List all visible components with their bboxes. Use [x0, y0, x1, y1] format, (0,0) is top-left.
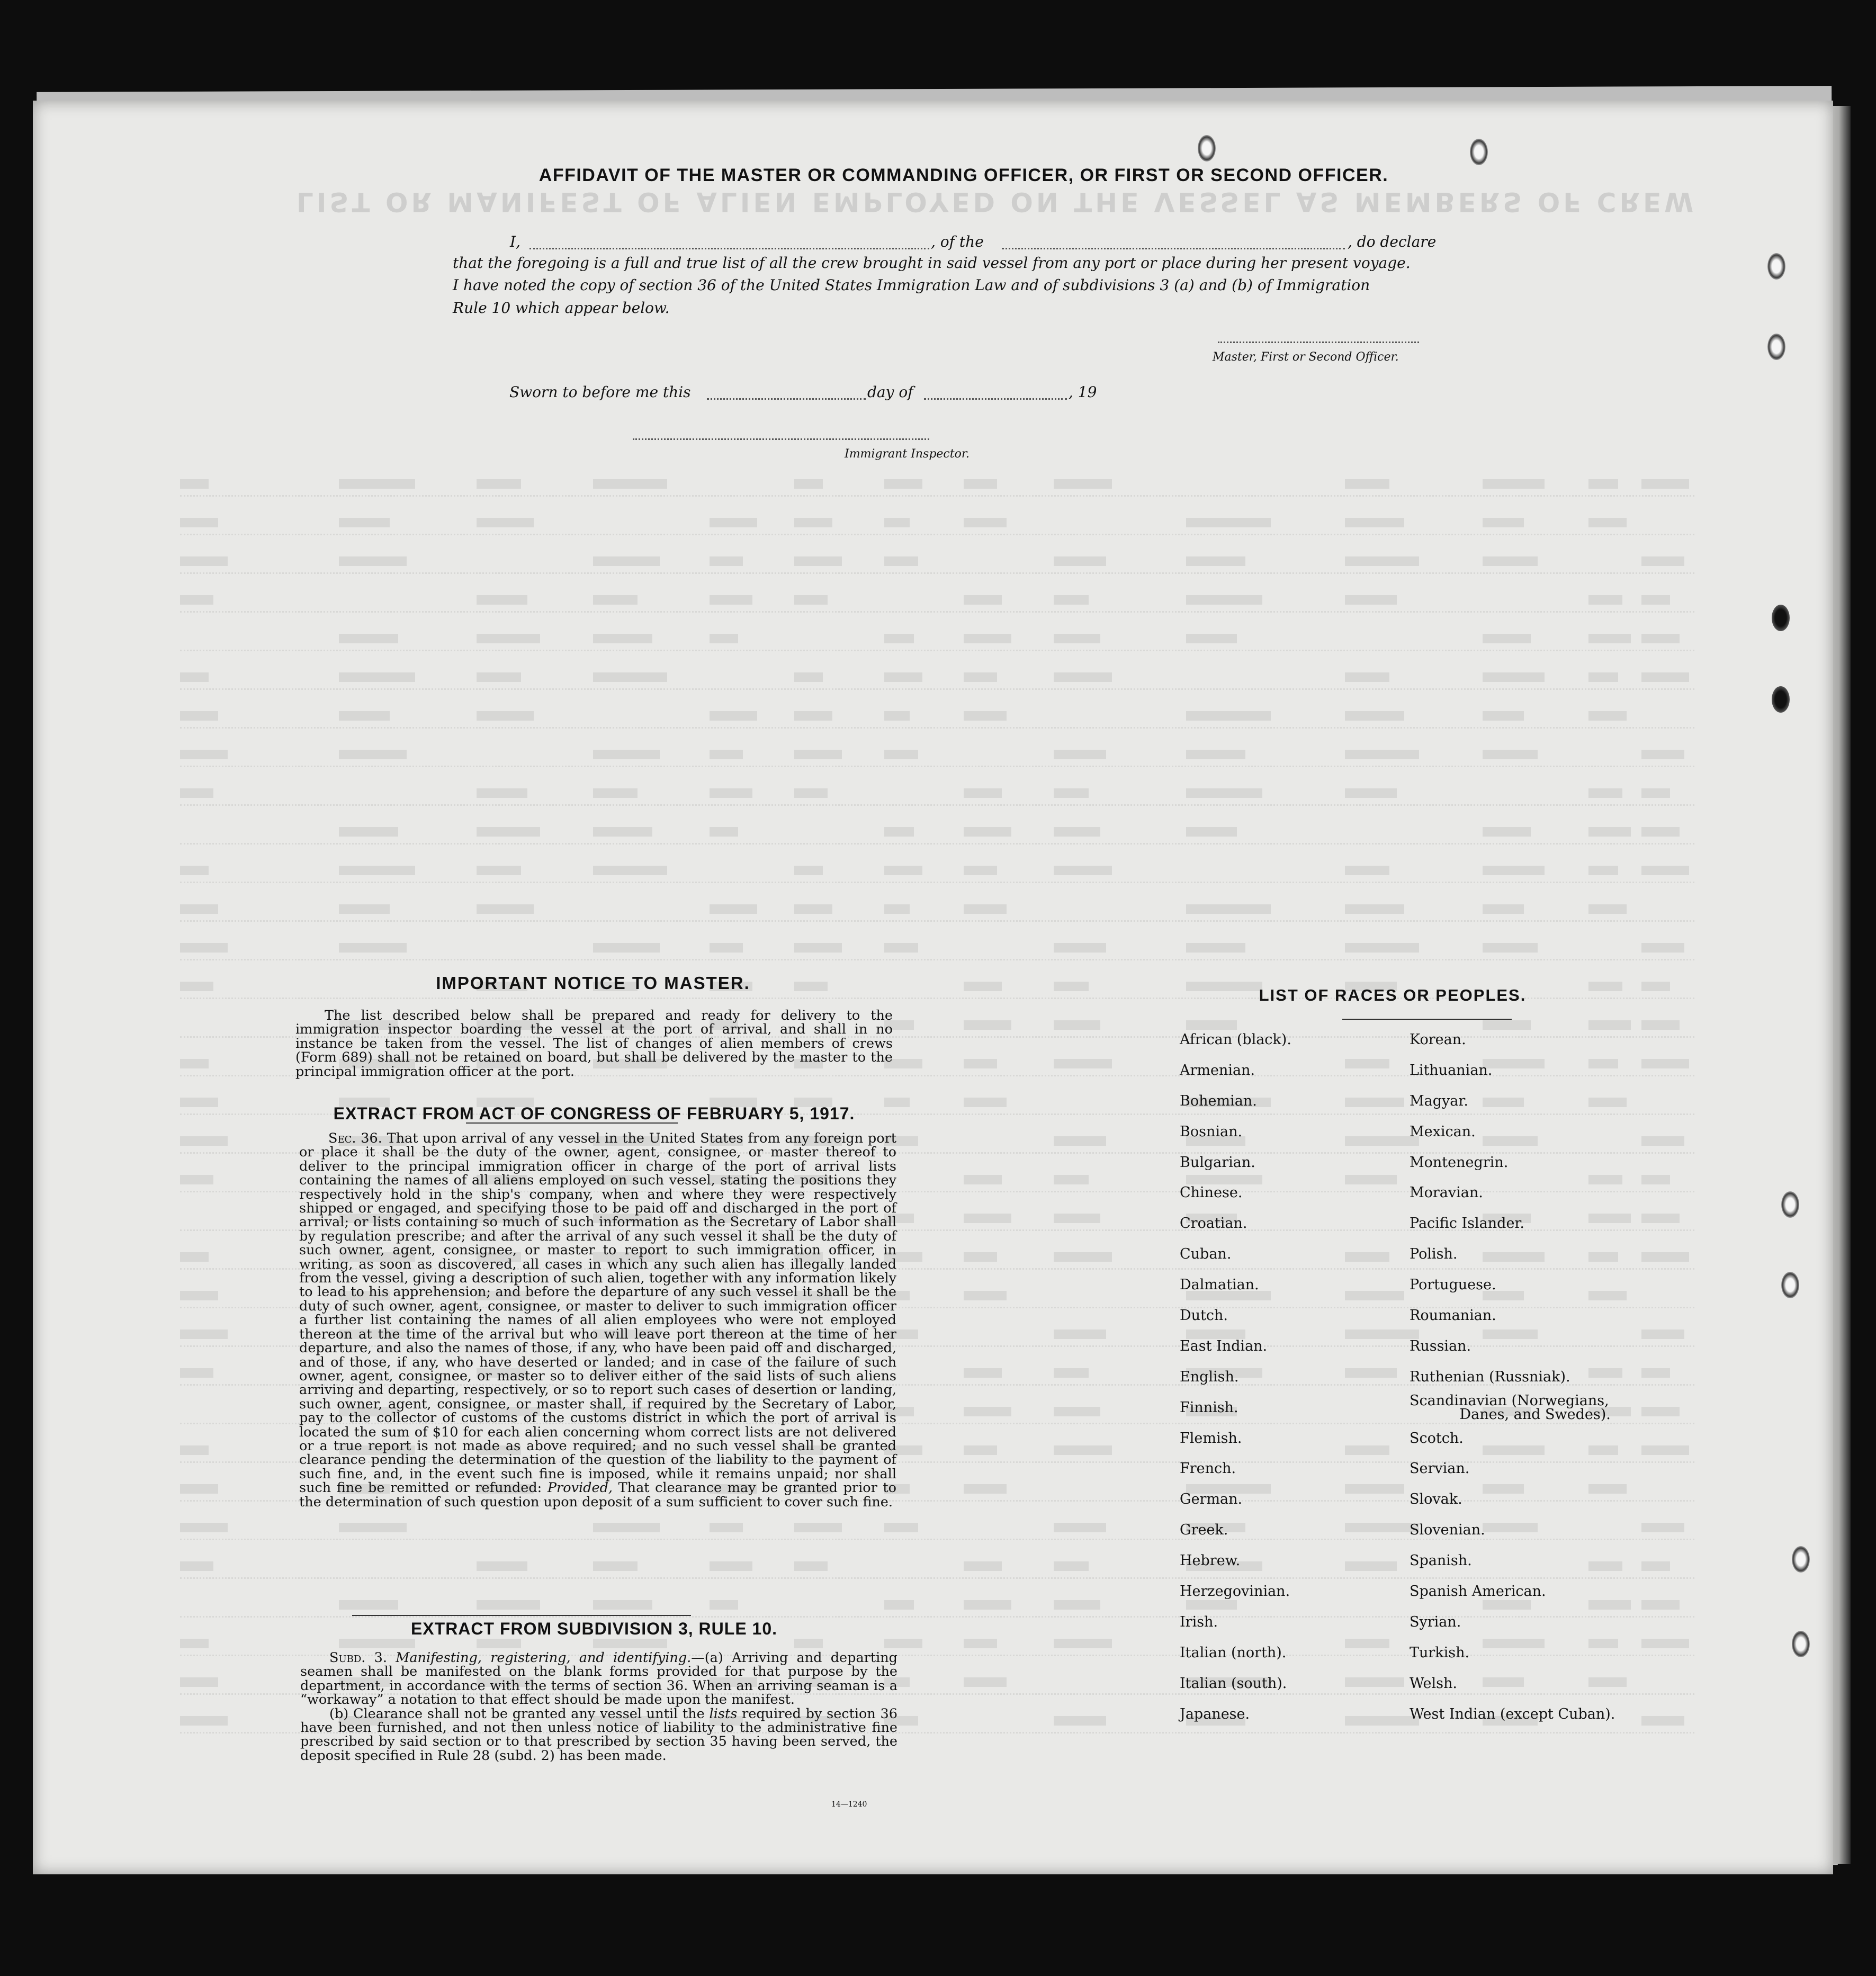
race-item: Cuban. [1180, 1246, 1232, 1263]
race-item: Bosnian. [1180, 1123, 1243, 1140]
race-item: Flemish. [1180, 1430, 1242, 1447]
races-title: LIST OF RACES OR PEOPLES. [1259, 986, 1527, 1004]
bleed-row [180, 788, 1694, 806]
vessel-blank [1002, 248, 1345, 249]
race-item: Armenian. [1180, 1062, 1255, 1079]
races-left-column [1180, 1032, 1423, 1737]
binder-hole [1792, 1631, 1810, 1657]
race-item: Ruthenian (Russniak). [1410, 1368, 1570, 1385]
bleed-row [180, 827, 1694, 845]
affidavit-of-the: , of the [931, 233, 984, 250]
sworn-day-of: day of [867, 383, 913, 401]
binder-hole [1198, 135, 1216, 161]
sworn-day-blank [707, 398, 866, 400]
race-item: Pacific Islander. [1410, 1215, 1524, 1232]
affidavit-line-4: Rule 10 which appear below. [453, 299, 670, 317]
bleed-row [180, 943, 1694, 960]
subd-para-b-start: (b) Clearance shall not be granted any vessel until the [329, 1705, 705, 1722]
races-right-column [1410, 1032, 1653, 1737]
race-item: English. [1180, 1368, 1239, 1385]
binder-hole [1772, 605, 1790, 631]
race-item: Spanish. [1410, 1552, 1472, 1569]
name-blank [529, 248, 929, 249]
race-item: Dalmatian. [1180, 1277, 1259, 1294]
binder-hole [1767, 253, 1785, 280]
section-label: Sec. 36. [328, 1130, 382, 1146]
race-item: Irish. [1180, 1613, 1218, 1630]
subd-para-b-rest: required by section 36 have been furnished, and not then unless notice of liability to the administrative fine prescribed by said section or to that prescribed by section 35 having been served, the deposit specified in Rule 28 (subd. 2) has been made. [300, 1705, 897, 1764]
subd-label: Subd. 3. [329, 1650, 387, 1666]
inspector-signature-line [633, 438, 929, 440]
race-item: Polish. [1410, 1246, 1458, 1263]
sworn-year: , 19 [1069, 383, 1097, 401]
sworn-prefix: Sworn to before me this [509, 383, 691, 401]
bleed-row [180, 595, 1694, 613]
race-item: Mexican. [1410, 1123, 1476, 1140]
race-item: Montenegrin. [1410, 1154, 1509, 1171]
affidavit-line-2: that the foregoing is a full and true list of all the crew brought in said vessel from any port or place during her present voyage. [453, 254, 1411, 272]
binder-hole [1781, 1191, 1799, 1218]
race-item: Moravian. [1410, 1184, 1483, 1201]
inspector-signature-label: Immigrant Inspector. [845, 447, 970, 461]
race-item: Welsh. [1410, 1675, 1457, 1692]
race-item: Portuguese. [1410, 1277, 1496, 1294]
race-item: Russian. [1410, 1337, 1471, 1354]
race-item: Lithuanian. [1410, 1062, 1493, 1079]
race-item: East Indian. [1180, 1337, 1268, 1354]
race-item: West Indian (except Cuban). [1410, 1705, 1615, 1722]
race-item: German. [1180, 1491, 1243, 1508]
bleed-row [180, 556, 1694, 574]
race-item: Scandinavian (Norwegians, Danes, and Swedes). [1410, 1392, 1611, 1423]
race-item: Herzegovinian. [1180, 1583, 1290, 1600]
bleed-row [180, 518, 1694, 535]
race-item: Croatian. [1180, 1215, 1247, 1232]
race-item: Scotch. [1410, 1430, 1464, 1447]
race-item: Servian. [1410, 1460, 1470, 1477]
race-item: Finnish. [1180, 1399, 1238, 1416]
section-36-text: That upon arrival of any vessel in the United States from any foreign port or place it shall be the duty of the owner, agent, consignee, or master thereof to deliver to the principal immigration officer in charge of the port of arrival lists containing the names of all aliens employed on such vessel, stating the positions they respectively hold in the ship's company, when and where they were respectively shipped or engaged, and specifying those to be paid off and discharged in the port of arrival; or lists containing so much of such information as the Secretary of Labor shall by regulation prescribe; and after the arrival of any such vessel it shall be the duty of such owner, agent, consignee, or master to report to such immigration officer, in writing, as soon as discovered, all cases in which any such alien has illegally landed from the vessel, giving a description of such alien, together with any information likely to lead to his apprehension; and before the departure of any such vessel it shall be the duty of such owner, agent, consignee, or master to deliver to such immigration officer a further list containing the names of all alien employees who were not employed thereon at the time of the arrival but who will leave port thereon at the time of her departure, and also the names of those, if any, who have been paid off and discharged, and of those, if any, who have deserted or landed; and in case of the failure of such owner, agent, consignee, or master so to deliver either of the said lists of such aliens arriving and departing, respectively, or so to report such cases of desertion or landing, such owner, agent, consignee, or master shall, if required by the Secretary of Labor, pay to the collector of customs of the customs district in which the port of arrival is located the sum of $10 for each alien concerning whom correct lists are not delivered or a true report is not made as above required; and no such vessel shall be granted clearance pending the determination of the question of the liability to the payment of such fine, and, in the event such fine is imposed, while it remains unpaid; nor shall such fine be remitted or refunded: [299, 1130, 896, 1496]
race-item: Italian (north). [1180, 1644, 1287, 1661]
reverse-bleed-title: LIST OR MANIFEST OF ALIEN EMPLOYED ON THE VESSEL AS MEMBERS OF CREW [297, 186, 1697, 217]
race-item: Chinese. [1180, 1184, 1243, 1201]
section-36-text-end: That clearance may be granted prior to the determination of such question upon deposit of a sum sufficient to cover such fine. [299, 1480, 897, 1510]
form-number: 14—1240 [831, 1800, 867, 1809]
provided-word: Provided, [547, 1480, 613, 1496]
bleed-row [180, 634, 1694, 651]
bleed-row [180, 866, 1694, 883]
rule-extract-overline [352, 1615, 691, 1616]
binder-hole [1781, 1272, 1799, 1298]
sworn-month-blank [924, 398, 1067, 400]
rule-extract-body [300, 1651, 897, 1763]
notice-title: IMPORTANT NOTICE TO MASTER. [436, 973, 750, 993]
subd-para-a: —(a) Arriving and departing seamen shall be manifested on the blank forms provided for that purpose by the department, in accordance with the terms of section 36. When an arriving seaman is a “workaway” a notation to that effect should be made upon the manifest. [300, 1650, 898, 1708]
race-item: Syrian. [1410, 1613, 1461, 1630]
bleed-row [180, 711, 1694, 729]
race-item: Korean. [1410, 1031, 1466, 1048]
races-underline [1342, 1019, 1512, 1020]
race-item: Slovak. [1410, 1491, 1462, 1508]
race-item: Slovenian. [1410, 1522, 1485, 1539]
bleed-row [180, 672, 1694, 690]
race-item: Italian (south). [1180, 1675, 1287, 1692]
race-item: Japanese. [1180, 1705, 1250, 1722]
binder-hole [1767, 334, 1785, 360]
bleed-row [180, 750, 1694, 767]
binder-hole [1772, 686, 1790, 713]
race-item: Greek. [1180, 1522, 1228, 1539]
race-item: Roumanian. [1410, 1307, 1496, 1324]
affidavit-line-3: I have noted the copy of section 36 of the United States Immigration Law and of subdivisions 3 (a) and (b) of Immigration [453, 276, 1370, 294]
affidavit-i: I, [510, 233, 520, 250]
binder-hole [1470, 139, 1488, 165]
bleed-row [180, 904, 1694, 922]
rule-extract-title: EXTRACT FROM SUBDIVISION 3, RULE 10. [410, 1619, 778, 1638]
notice-text: The list described below shall be prepared and ready for delivery to the immigration inspector boarding the vessel at the port of arrival, and shall in no instance be taken from the vessel. The list of changes of alien members of crews (Form 689) shall not be retained on board, but shall be delivered by the master to the principal immigration officer at the port. [295, 1008, 893, 1080]
affidavit-title: AFFIDAVIT OF THE MASTER OR COMMANDING OFFICER, OR FIRST OR SECOND OFFICER. [538, 165, 1389, 185]
race-item: Dutch. [1180, 1307, 1228, 1324]
subd-heading: Manifesting, registering, and identifying. [396, 1650, 692, 1666]
bleed-row [180, 479, 1694, 497]
binder-hole [1792, 1546, 1810, 1573]
affidavit-declare: , do declare [1348, 233, 1437, 250]
race-item: Spanish American. [1410, 1583, 1546, 1600]
race-item: Hebrew. [1180, 1552, 1241, 1569]
race-item: Turkish. [1410, 1644, 1470, 1661]
race-item: African (black). [1180, 1031, 1291, 1048]
notice-paragraph [295, 1009, 893, 1079]
master-signature-line [1218, 342, 1419, 343]
master-signature-label: Master, First or Second Officer. [1213, 351, 1399, 364]
race-item: Bohemian. [1180, 1092, 1257, 1109]
race-item: Magyar. [1410, 1092, 1468, 1109]
race-item: French. [1180, 1460, 1236, 1477]
title-underline [466, 1122, 678, 1124]
act-extract-body [299, 1131, 896, 1509]
subd-para-b-lists: lists [709, 1705, 738, 1722]
act-extract-title: EXTRACT FROM ACT OF CONGRESS OF FEBRUARY 5, 1917. [333, 1104, 855, 1123]
race-item: Bulgarian. [1180, 1154, 1255, 1171]
